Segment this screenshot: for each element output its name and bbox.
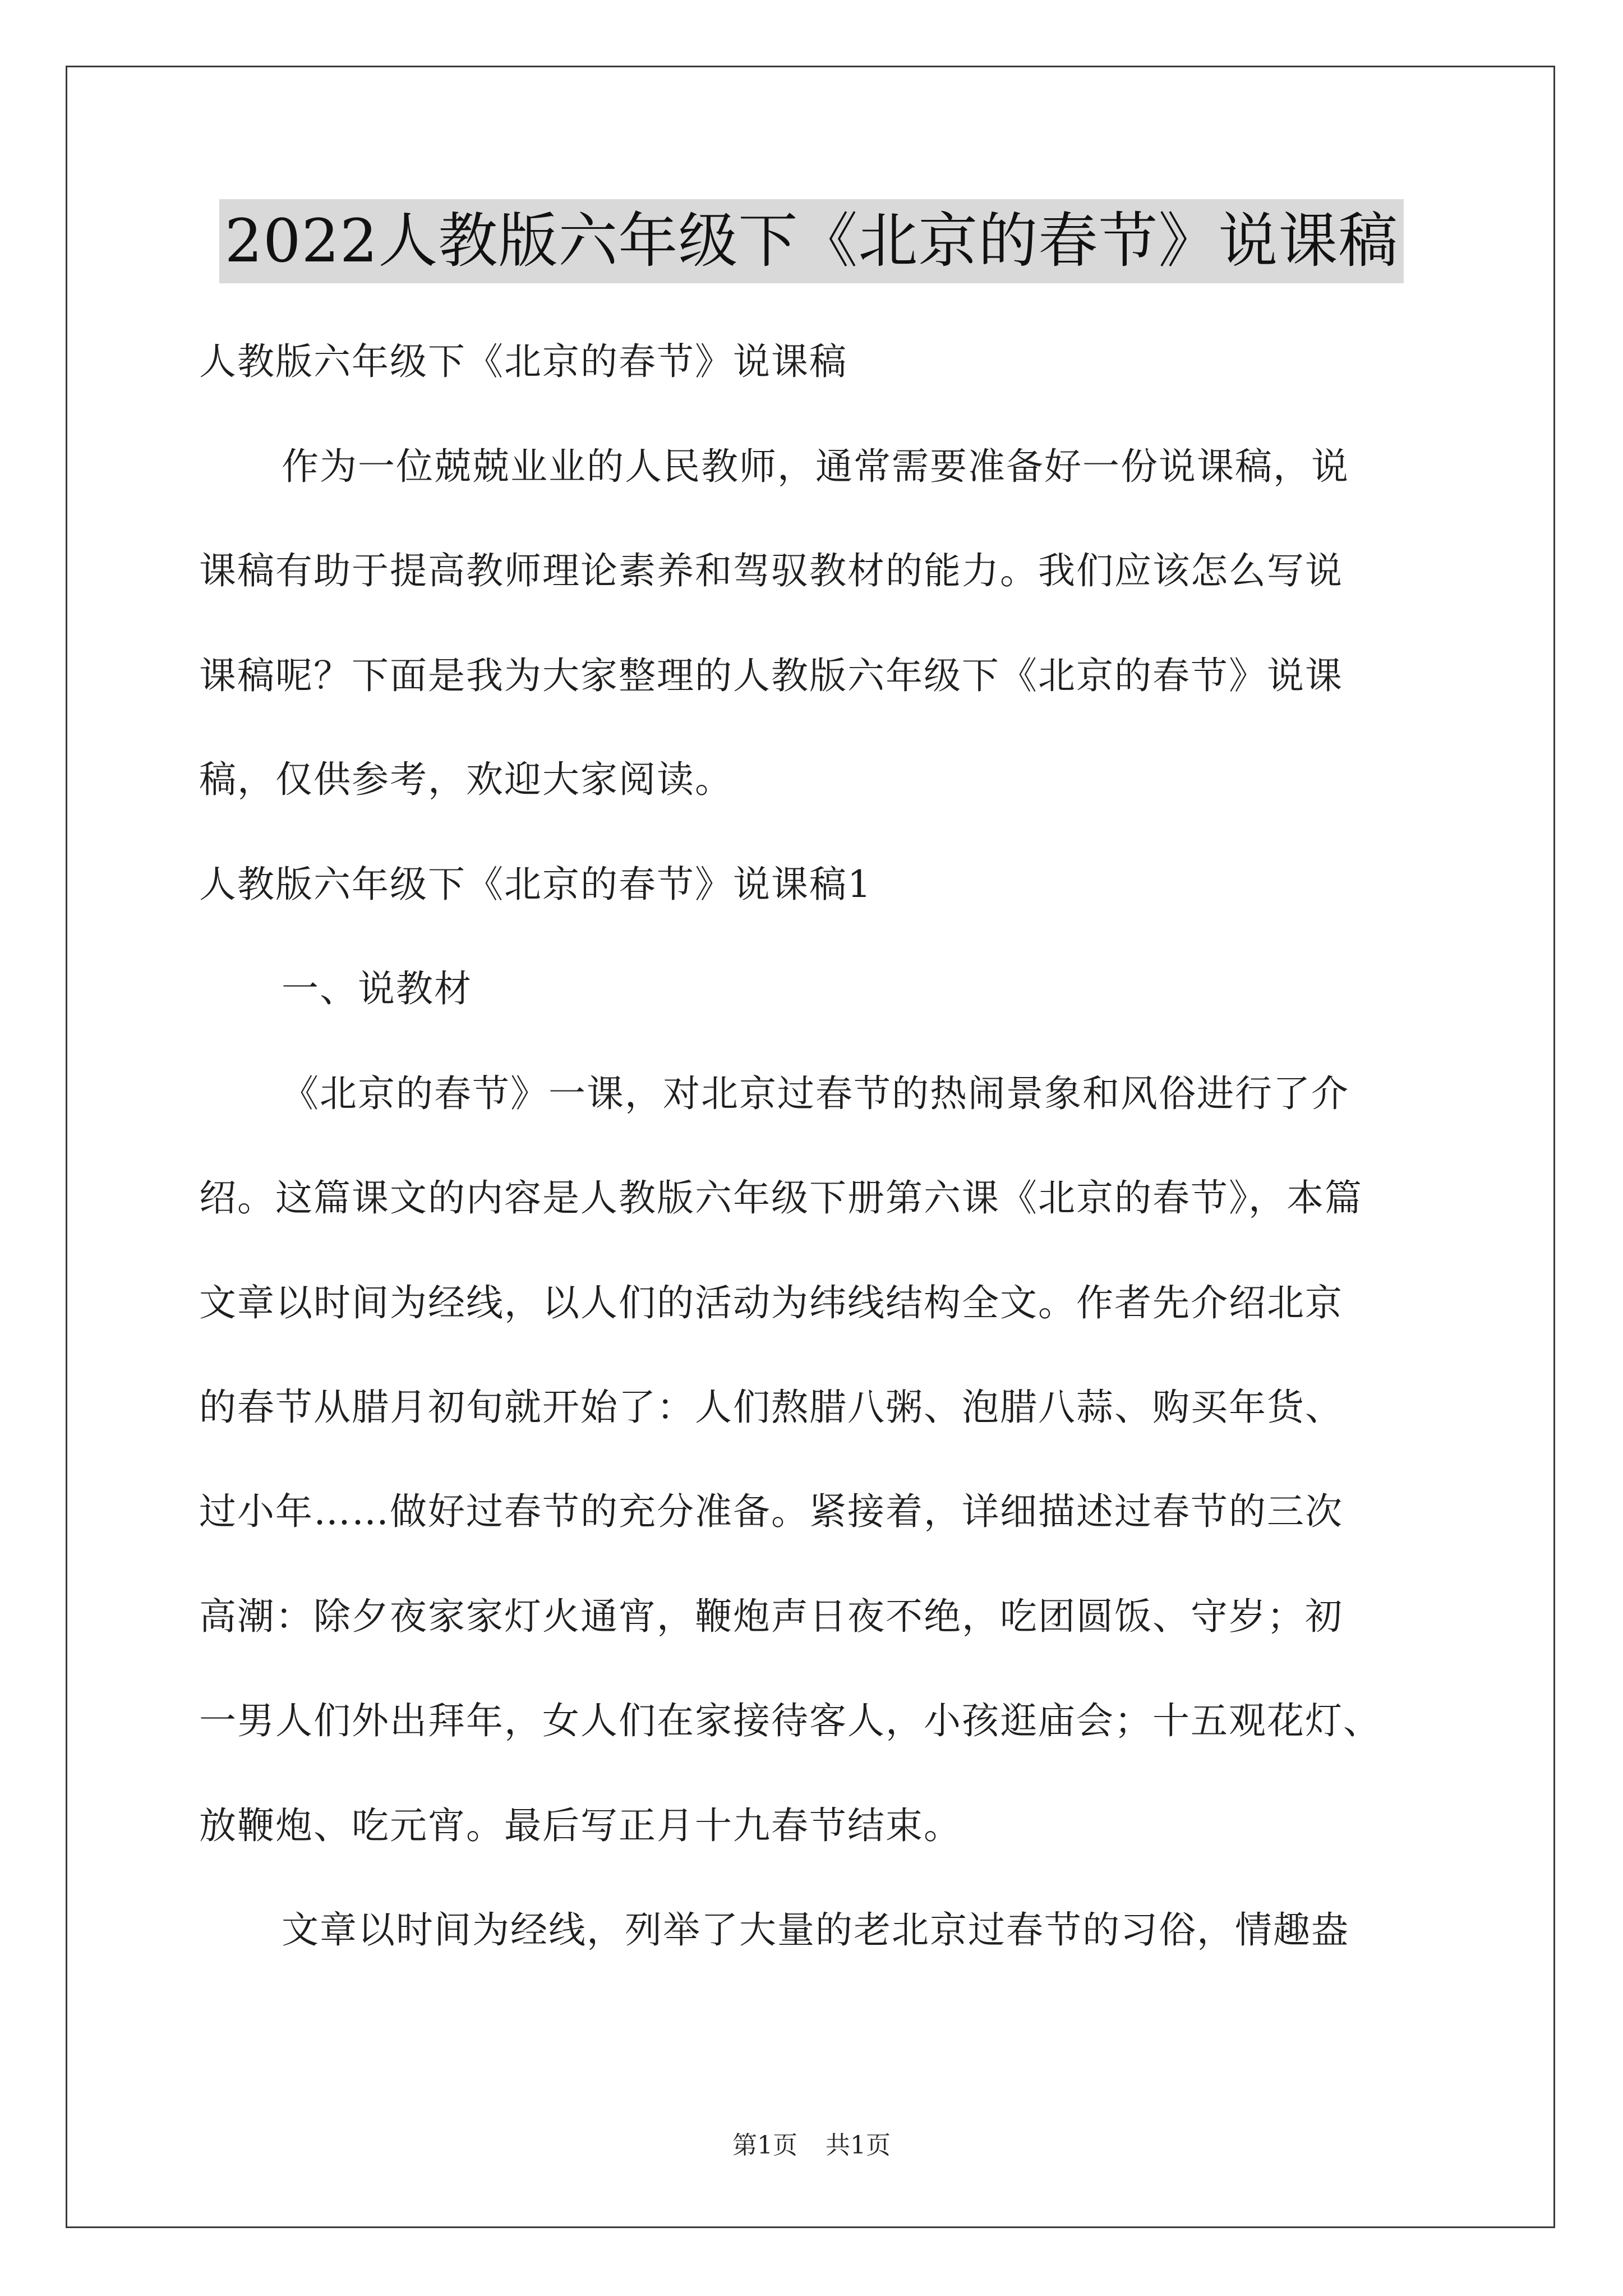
document-title-text: 2022人教版六年级下《北京的春节》说课稿 [219, 199, 1404, 283]
paragraph-line: 稿，仅供参考，欢迎大家阅读。 [199, 758, 733, 801]
paragraph-line: 的春节从腊月初旬就开始了：人们熬腊八粥、泡腊八蒜、购买年货、 [199, 1386, 1343, 1429]
paragraph-line: 绍。这篇课文的内容是人教版六年级下册第六课《北京的春节》，本篇 [199, 1176, 1363, 1220]
page-total: 共1页 [826, 2131, 891, 2160]
subsection-heading: 一、说教材 [282, 967, 472, 1010]
paragraph-line: 文章以时间为经线，列举了大量的老北京过春节的习俗，情趣盎 [282, 1908, 1349, 1952]
paragraph-line: 作为一位兢兢业业的人民教师，通常需要准备好一份说课稿，说 [282, 445, 1349, 488]
page-number: 第1页 [732, 2131, 797, 2160]
paragraph-line: 一男人们外出拜年，女人们在家接待客人，小孩逛庙会；十五观花灯、 [199, 1699, 1381, 1742]
paragraph-line: 高潮：除夕夜家家灯火通宵，鞭炮声日夜不绝，吃团圆饭、守岁；初 [199, 1595, 1343, 1638]
page-frame [66, 66, 1555, 2228]
document-subtitle: 人教版六年级下《北京的春节》说课稿 [199, 340, 847, 383]
paragraph-line: 课稿有助于提高教师理论素养和驾驭教材的能力。我们应该怎么写说 [199, 549, 1343, 592]
section-heading: 人教版六年级下《北京的春节》说课稿1 [199, 863, 872, 906]
page-footer [0, 2129, 1623, 2162]
paragraph-line: 课稿呢？下面是我为大家整理的人教版六年级下《北京的春节》说课 [199, 654, 1343, 697]
document-title [0, 199, 1623, 301]
paragraph-line: 放鞭炮、吃元宵。最后写正月十九春节结束。 [199, 1804, 962, 1847]
paragraph-line: 文章以时间为经线，以人们的活动为纬线结构全文。作者先介绍北京 [199, 1281, 1343, 1324]
paragraph-line: 过小年……做好过春节的充分准备。紧接着，详细描述过春节的三次 [199, 1490, 1343, 1533]
paragraph-line: 《北京的春节》一课，对北京过春节的热闹景象和风俗进行了介 [282, 1072, 1349, 1115]
